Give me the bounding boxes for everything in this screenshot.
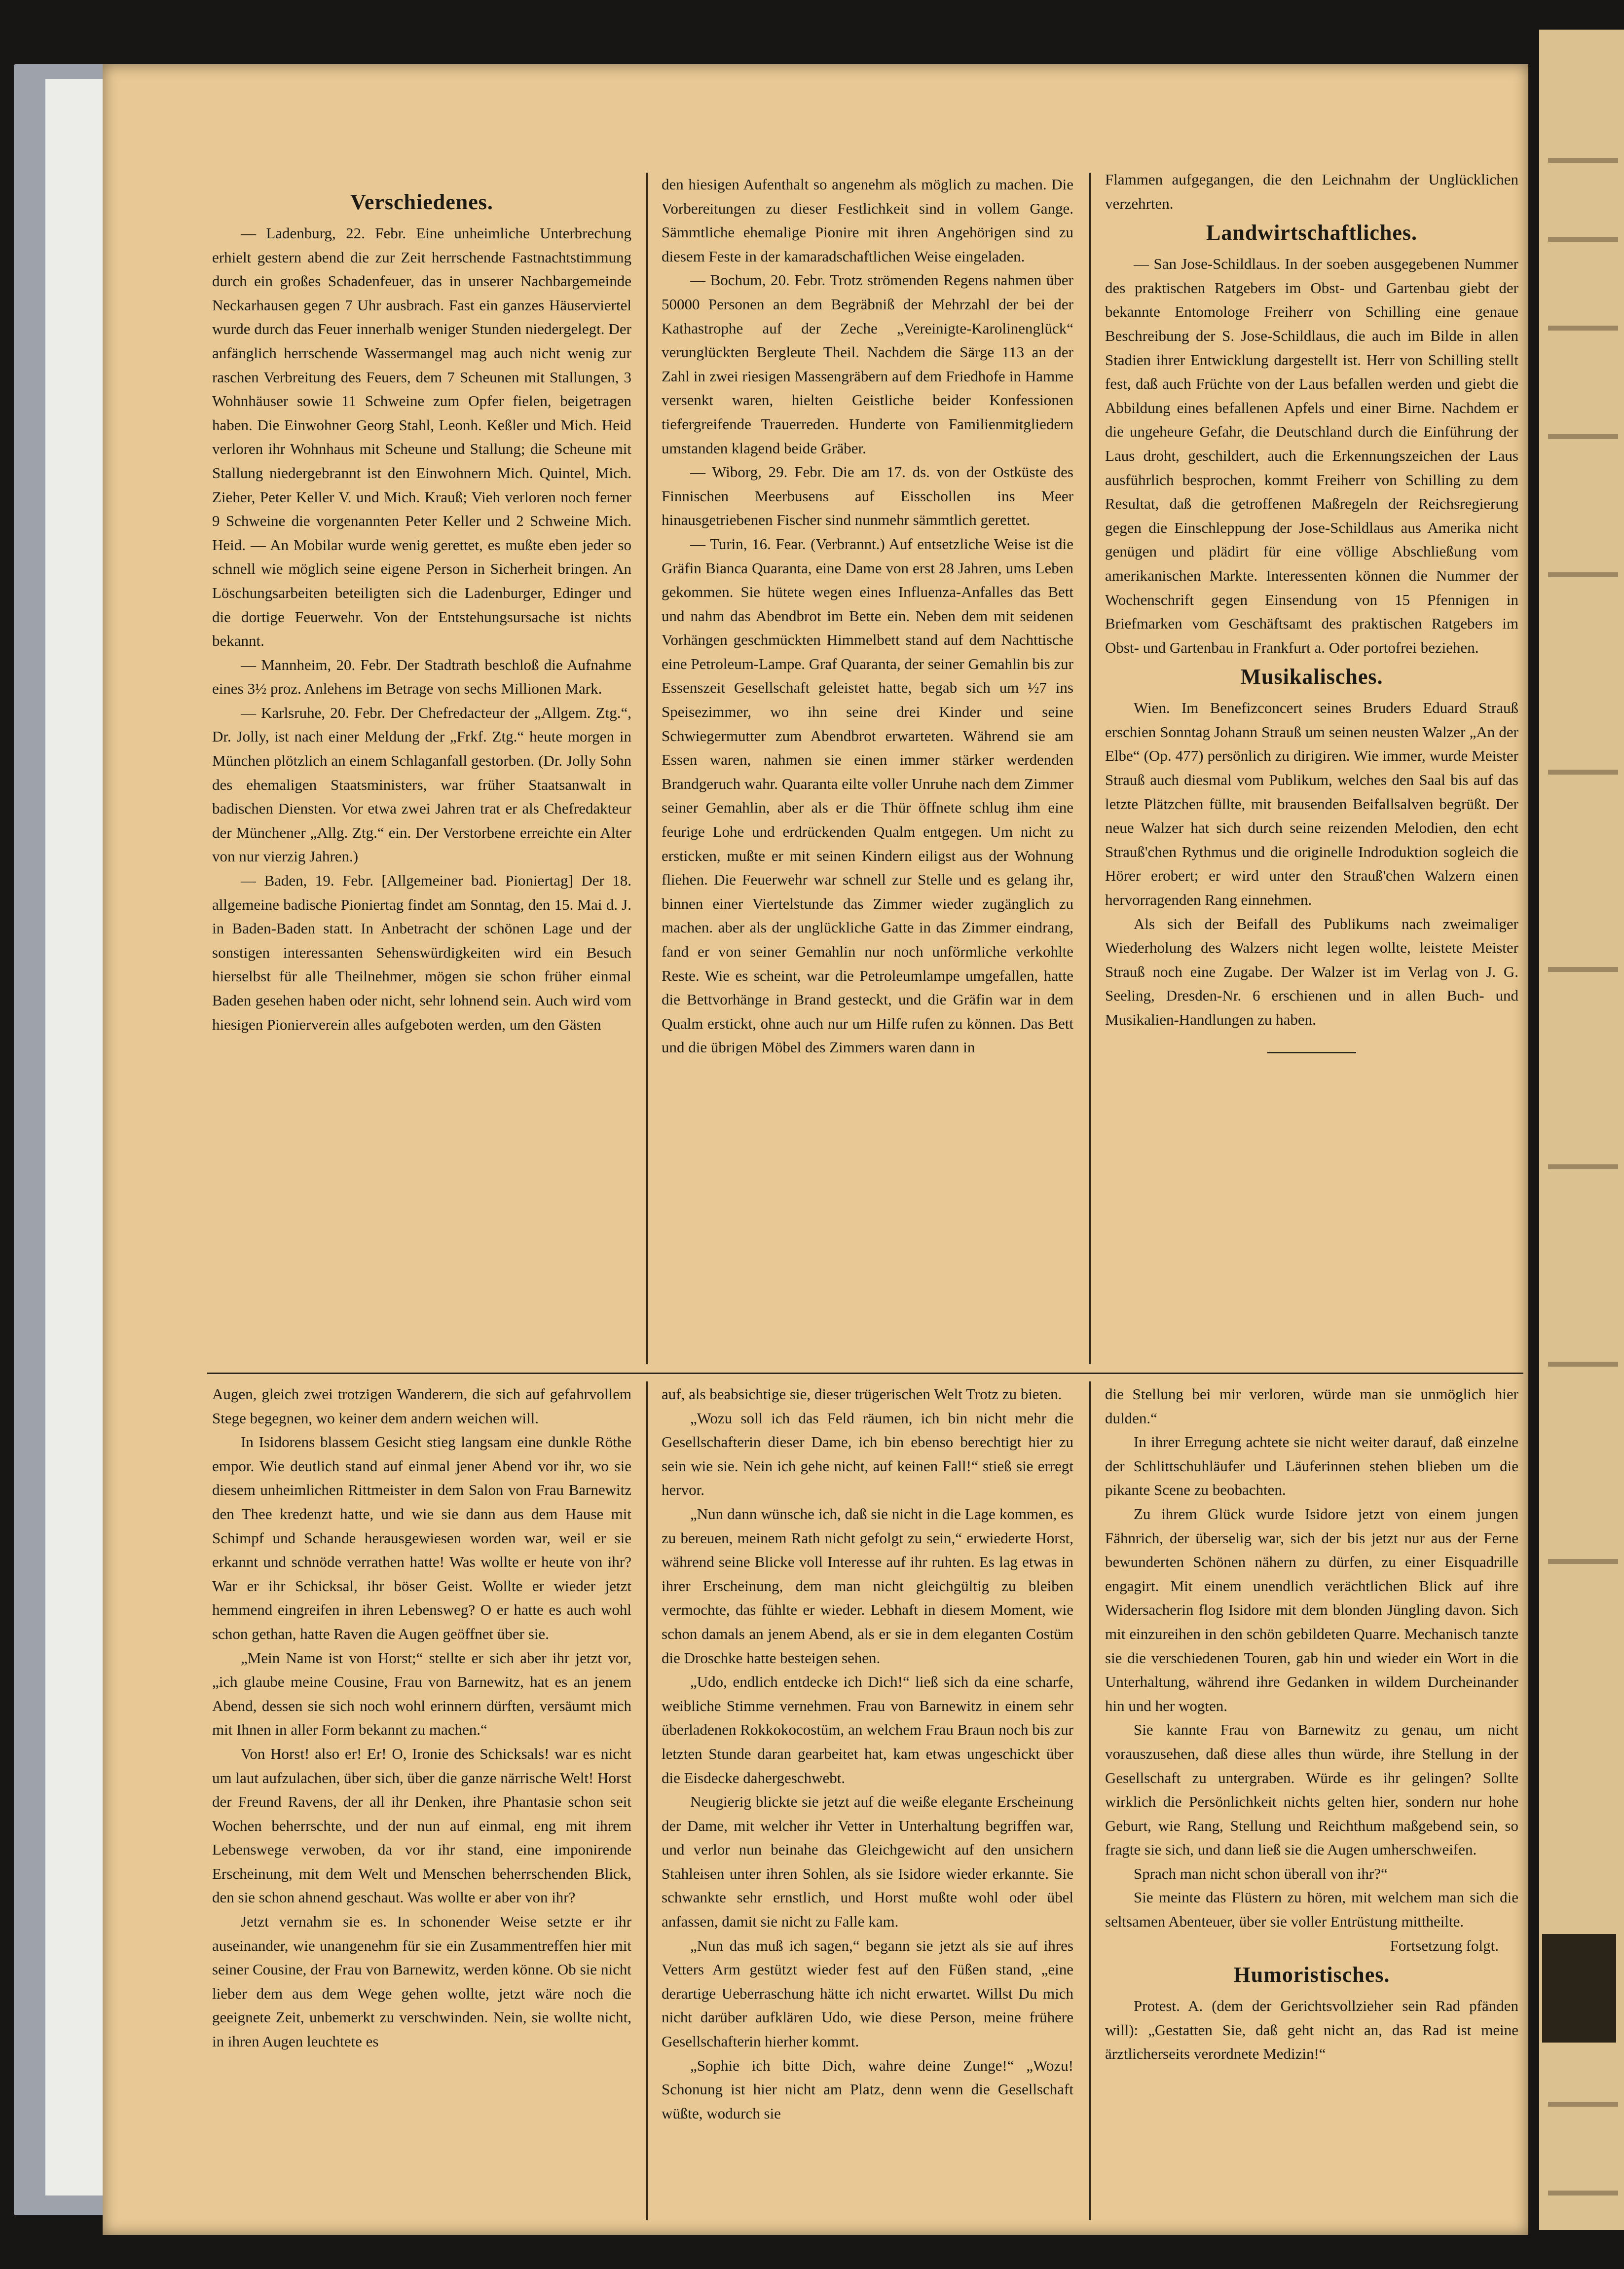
adjacent-page-ad bbox=[1542, 1934, 1616, 2043]
article-ladenburg: — Ladenburg, 22. Febr. Eine unheimliche Unterbrechung erhielt gestern abend die zur Zeit herrschende Fastnachtstimmung durch ein großes Schadenfeuer, das in unserer Nachbargemeinde Neckarhausen gegen 7 Uhr ausbrach. Fast ein ganzes Häuserviertel wurde durch das Feuer innerhalb weniger Stunden niedergelegt. Der anfänglich herrschende Wassermangel mag auch nicht wenig zur raschen Verbreitung des Feuers, dem 7 Scheunen mit Stallungen, 3 Wohnhäuser sowie 11 Schweine zum Opfer fielen, beigetragen haben. Die Einwohner Georg Stahl, Leonh. Keßler und Mich. Heid verloren ihr Wohnhaus mit Scheune und Stallung; die Scheune mit Stallung niedergebrannt ist den Einwohnern Mich. Quintel, Mich. Zieher, Peter Keller V. und Mich. Krauß; Vieh verloren noch ferner 9 Schweine die vorgenannten Peter Keller und 2 Schweine Mich. Heid. — An Mobilar wurde wenig gerettet, es mußte eben jeder so schnell wie möglich seine eigene Person in Sicherheit bringen. An Löschungsarbeiten beteiligten sich die Ladenburger, Edinger und die dortige Feuerwehr. Von der Entstehungsursache ist nichts bekannt. bbox=[212, 224, 631, 650]
story-paragraph: Sprach man nicht schon überall von ihr?“ bbox=[1134, 1864, 1388, 1882]
story-paragraph: Neugierig blickte sie jetzt auf die weiße elegante Erscheinung der Dame, mit welcher ihr Vetter in Unterhaltung begriffen war, und verlor nun beinahe das Gleichgewicht auf den unsichern Stahleisen unter ihren Sohlen, als sie Isidore wieder erkannte. Sie schwankte sehr ernstlich, und Horst mußte wohl oder übel anfassen, damit sie nicht zu Falle kam. bbox=[662, 1793, 1073, 1931]
article-schildlaus: — San Jose-Schildlaus. In der soeben ausgegebenen Nummer des praktischen Ratgebers im Obst- und Gartenbau giebt der bekannte Entomologe Freiherr von Schilling eine genaue Beschreibung der S. Jose-Schildlaus, die auch im Bilde in allen Stadien ihrer Entwicklung dargestellt ist. Herr von Schilling stellt fest, daß auch Früchte von der Laus befallen werden und giebt die Abbildung eines befallenen Apfels und einer Birne. Nachdem er die ungeheure Gefahr, die Deutschland durch die Einführung der Laus droht, geschildert, auch die Erkennungszeichen der Laus ausführlich besprochen, kommt Freiherr von Schilling zu dem Resultat, daß die getroffenen Maßregeln der Reichsregierung gegen die Einschleppung der Jose-Schildlaus aus Amerika nicht genügen und plädirt für eine völlige Abschließung vom amerikanischen Markte. Interessenten können die Nummer der Wochenschrift gegen Einsendung von 15 Pfennigen in Briefmarken vom Geschäftsamt des praktischen Ratgebers im Obst- und Gartenbau in Frankfurt a. Oder portofrei beziehen. bbox=[1105, 255, 1518, 656]
column-rule bbox=[1089, 1381, 1091, 2220]
story-paragraph: In ihrer Erregung achtete sie nicht weiter darauf, daß einzelne der Schlittschuhläufer und Läuferinnen stehen blieben um die pikante Scene zu beobachten. bbox=[1105, 1433, 1518, 1499]
col2-bottom bbox=[662, 1382, 1073, 2221]
section-end-rule bbox=[1267, 1052, 1356, 1053]
article-mannheim: — Mannheim, 20. Febr. Der Stadtrath beschloß die Aufnahme eines 3½ proz. Anlehens im Betrage von sechs Millionen Mark. bbox=[212, 656, 631, 698]
story-paragraph: „Mein Name ist von Horst;“ stellte er sich aber ihr jetzt vor, „ich glaube meine Cousine, Frau von Barnewitz, hat es an jenem Abend, dessen sie sich noch wohl erinnern dürften, versäumt mich mit Ihnen in aller Form bekannt zu machen.“ bbox=[212, 1649, 631, 1739]
col3-top bbox=[1105, 168, 1518, 1363]
column-rule bbox=[646, 1381, 648, 2220]
article-baden-cont: den hiesigen Aufenthalt so angenehm als möglich zu machen. Die Vorbereitungen zu dieser Festlichkeit sind in vollem Gange. Sämmtliche ehemalige Pionire mit ihren Angehörigen sind zu diesem Feste in der kamaradschaftlichen Weise eingeladen. bbox=[662, 176, 1073, 265]
story-paragraph: die Stellung bei mir verloren, würde man sie unmöglich hier dulden.“ bbox=[1105, 1385, 1518, 1427]
article-protest: Protest. A. (dem der Gerichtsvollzieher sein Rad pfänden will): „Gestatten Sie, daß geht nicht an, das Rad ist meine ärztlicherseits verordnete Medizin!“ bbox=[1105, 1997, 1518, 2063]
column-rule bbox=[646, 173, 648, 1364]
story-paragraph: „Wozu soll ich das Feld räumen, ich bin nicht mehr die Gesellschafterin dieser Dame, ich bin ebenso berechtigt hier zu sein wie sie. Nein ich gehe nicht, auf keinen Fall!“ stieß sie erregt hervor. bbox=[662, 1409, 1073, 1499]
article-wien: Wien. Im Benefizconcert seines Bruders Eduard Strauß erschien Sonntag Johann Strauß um seinen neusten Walzer „An der Elbe“ (Op. 477) persönlich zu dirigiren. Wie immer, wurde Meister Strauß auch diesmal vom Publikum, welches den Saal bis auf das letzte Plätzchen füllte, mit brausenden Beifallsalven begrüßt. Der neue Walzer hat sich durch seine reizenden Melodien, den echt Strauß'chen Rythmus und die originelle Indroduktion sogleich die Hörer erobert; er wird unter den Strauß'chen Walzern einen hervorragenden Rang einnehmen. bbox=[1105, 699, 1518, 909]
story-paragraph: In Isidorens blassem Gesicht stieg langsam eine dunkle Röthe empor. Wie deutlich stand auf einmal jener Abend vor ihr, wo sie diesem unheimlichen Rittmeister in dem Salon von Frau Barnewitz den Thee kredenzt hatte, und wie sie dann aus dem Hause mit Schimpf und Schande herausgewiesen worden war, weil er sie erkannt und schnöde verrathen hatte! Was wollte er heute von ihr? War er ihr Schicksal, ihr böser Geist. Wollte er wieder jetzt hemmend eingreifen in ihren Lebensweg? O er hatte es auch wohl schon gethan, hatte Raven die Augen geöffnet über sie. bbox=[212, 1433, 631, 1642]
column-rule bbox=[1089, 173, 1091, 1364]
story-paragraph: Sie meinte das Flüstern zu hören, mit welchem man sich die seltsamen Abenteuer, über sie voller Entrüstung mittheilte. bbox=[1105, 1889, 1518, 1931]
article-turin-cont: Flammen aufgegangen, die den Leichnahm der Unglücklichen verzehrten. bbox=[1105, 171, 1518, 212]
col1-top bbox=[212, 185, 631, 1363]
story-paragraph: „Nun dann wünsche ich, daß sie nicht in die Lage kommen, es zu bereuen, meinem Rath nicht gefolgt zu sein,“ erwiederte Horst, während seine Blicke voll Interesse auf ihr ruhten. Es lag etwas in ihrer Erscheinung, dem man nicht gleichgültig zu bleiben vermochte, das fühlte er wieder. Lebhaft in diesem Moment, wie schon damals an jenem Abend, als er sie in dem eleganten Costüm die Droschke hatte besteigen sehen. bbox=[662, 1505, 1073, 1667]
article-karlsruhe: — Karlsruhe, 20. Febr. Der Chefredacteur der „Allgem. Ztg.“, Dr. Jolly, ist nach einer Meldung der „Frkf. Ztg.“ heute morgen in München plötzlich an einem Schlaganfall gestorben. (Dr. Jolly Sohn des ehemaligen Staatsministers, war früher Staatsanwalt in badischen Diensten. Vor etwa zwei Jahren trat er als Chefredakteur der Münchener „Allg. Ztg.“ ein. Der Verstorbene erreichte ein Alter von nur vierzig Jahren.) bbox=[212, 704, 631, 865]
story-paragraph: Von Horst! also er! Er! O, Ironie des Schicksals! war es nicht um laut aufzulachen, über sich, über die ganze närrische Welt! Horst der Freund Ravens, der all ihr Denken, ihre Phantasie schon seit Wochen beherrschte, und der nun auf einmal, eng mit ihrem Lebenswege verwoben, da vor ihr stand, eine imponirende Erscheinung, mit dem Welt und Menschen beherrschenden Blick, den sie schon ahnend geschaut. Was wollte er aber von ihr? bbox=[212, 1745, 631, 1906]
story-paragraph: Zu ihrem Glück wurde Isidore jetzt von einem jungen Fähnrich, der überselig war, sich der bis jetzt nur aus der Ferne bewunderten Schönen nähern zu dürfen, zu einer Eisquadrille engagirt. Mit einem unendlich verächtlichen Blick auf ihre Widersacherin flog Isidore mit dem blonden Jüngling davon. Sich mit einzureihen in den schön gebildeten Quarre. Mechanisch tanzte sie die verschiedenen Touren, gab hin und wieder ein Wort in die Unterhaltung, während ihre Gedanken in wildem Durcheinander hin und her wogten. bbox=[1105, 1505, 1518, 1714]
section-heading-verschiedenes: Verschiedenes. bbox=[350, 190, 493, 214]
newspaper-page bbox=[103, 64, 1528, 2235]
col1-bottom bbox=[212, 1382, 631, 2221]
story-paragraph: auf, als beabsichtige sie, dieser trügerischen Welt Trotz zu bieten. bbox=[662, 1385, 1062, 1403]
section-heading-humoristisches: Humoristisches. bbox=[1233, 1963, 1390, 1987]
article-turin: — Turin, 16. Fear. (Verbrannt.) Auf entsetzliche Weise ist die Gräfin Bianca Quaranta, eine Dame von erst 28 Jahren, ums Leben gekommen. Sie hütete wegen eines Influenza-Anfalles das Bett und nahm das Abendbrot im Bette ein. Neben dem mit seidenen Vorhängen geschmückten Himmelbett stand auf dem Nachttische eine Petroleum-Lampe. Graf Quaranta, der seiner Gemahlin bis zur Essenszeit Gesellschaft geleistet hatte, begab sich um ½7 ins Speisezimmer, wo ihn seine drei Kinder und seine Schwiegermutter zum Abendbrot erwarteten. Während sie am Essen waren, nahmen sie einen immer stärker werdenden Brandgeruch wahr. Quaranta eilte voller Unruhe nach dem Zimmer seiner Gemahlin, aber als er die Thür öffnete schlug ihm eine feurige Lohe und erdrückenden Qualm entgegen. Um nicht zu ersticken, mußte er mit seinen Kindern eiligst aus der Wohnung fliehen. Die Feuerwehr war schnell zur Stelle und es gelang ihr, binnen einer Viertelstunde das Zimmer wieder zugänglich zu machen. aber als der unglückliche Gatte in das Zimmer eindrang, fand er von seiner Gemahlin nur noch unförmliche verkohlte Reste. Wie es scheint, war die Petroleumlampe umgefallen, hatte die Bettvorhänge in Brand gesteckt, und die Gräfin war in dem Qualm erstickt, ohne auch nur um Hilfe rufen zu können. Das Bett und die übrigen Möbel des Zimmers waren dann in bbox=[662, 535, 1073, 1056]
article-baden: — Baden, 19. Febr. [Allgemeiner bad. Pioniertag] Der 18. allgemeine badische Pioniertag findet am Sonntag, den 15. Mai d. J. in Baden-Baden statt. In Anbetracht der schönen Lage und der sonstigen interessanten Sehenswürdigkeiten wird ein Besuch hierselbst für alle Theilnehmer, mögen sie schon früher einmal Baden gesehen haben oder nicht, sehr lohnend sein. Auch wird vom hiesigen Pionierverein alles aufgeboten werden, um den Gästen bbox=[212, 872, 631, 1033]
article-bochum: — Bochum, 20. Febr. Trotz strömenden Regens nahmen über 50000 Personen an dem Begräbniß der Mehrzahl der bei der Kathastrophe auf der Zeche „Vereinigte-Karolinenglück“ verunglückten Bergleute Theil. Nachdem die Särge 113 an der Zahl in zwei riesigen Massengräbern auf dem Friedhofe in Hamme versenkt waren, hielten Geistliche beider Konfessionen tiefergreifende Trauerreden. Hunderte von Familienmitgliedern umstanden klagend beide Gräber. bbox=[662, 271, 1073, 457]
story-paragraph: Jetzt vernahm sie es. In schonender Weise setzte er ihr auseinander, wie unangenehm für sie ein Zusammentreffen hier mit seiner Cousine, der Frau von Barnewitz, werden könne. Ob sie nicht lieber dem aus dem Wege gehen wollte, jetzt wäre noch die geeignete Zeit, unbemerkt zu verschwinden. Nein, sie wollte nicht, in ihren Augen leuchtete es bbox=[212, 1913, 631, 2050]
col2-top bbox=[662, 173, 1073, 1363]
story-paragraph: Sie kannte Frau von Barnewitz zu genau, um nicht vorauszusehen, daß diese alles thun würde, ihre Stellung in der Gesellschaft zu untergraben. Würde es ihr gelingen? Sollte wirklich die Persönlichkeit nichts gelten hier, sondern nur hohe Geburt, wie Rang, Stellung und Reichthum maßgebend sein, so fragte sie sich, und dann ließ sie die Augen umherschweifen. bbox=[1105, 1721, 1518, 1859]
article-wien-2: Als sich der Beifall des Publikums nach zweimaliger Wiederholung des Walzers nicht legen wollte, leistete Meister Strauß noch eine Zugabe. Der Walzer ist im Verlag von J. G. Seeling, Dresden-Nr. 6 erschienen und in allen Buch- und Musikalien-Handlungen zu haben. bbox=[1105, 915, 1518, 1028]
story-paragraph: „Sophie ich bitte Dich, wahre deine Zunge!“ „Wozu! Schonung ist hier nicht am Platz, denn wenn die Gesellschaft wüßte, wodurch sie bbox=[662, 2056, 1073, 2122]
story-paragraph: „Nun das muß ich sagen,“ begann sie jetzt als sie auf ihres Vetters Arm gestützt wieder fest auf den Füßen stand, „eine derartige Ueberraschung hätte ich nicht erwartet. Willst Du mich nicht darüber aufklären Udo, wie diese Person, meine frühere Gesellschafterin hierher kommt. bbox=[662, 1936, 1073, 2050]
article-wiborg: — Wiborg, 29. Febr. Die am 17. ds. von der Ostküste des Finnischen Meerbusens auf Eisschollen ins Meer hinausgetriebenen Fischer sind nunmehr sämmtlich gerettet. bbox=[662, 463, 1073, 529]
continuation-note: Fortsetzung folgt. bbox=[1390, 1936, 1499, 1954]
section-heading-musikalisches: Musikalisches. bbox=[1240, 665, 1383, 689]
story-paragraph: Augen, gleich zwei trotzigen Wanderern, die sich auf gefahrvollem Stege begegnen, wo keiner dem andern weichen will. bbox=[212, 1385, 631, 1427]
col3-bottom bbox=[1105, 1382, 1518, 2221]
adjacent-page-edge bbox=[1539, 30, 1624, 2230]
story-paragraph: „Udo, endlich entdecke ich Dich!“ ließ sich da eine scharfe, weibliche Stimme vernehmen. Frau von Barnewitz in einem sehr überladenen Rokkokocostüm, an welchem Frau Braun noch bis zur letzten Stunde daran gearbeitet hat, kam etwas ungeschickt über die Eisdecke dahergeschwebt. bbox=[662, 1673, 1073, 1786]
section-heading-landwirtschaftliches: Landwirtschaftliches. bbox=[1206, 221, 1417, 245]
feuilleton-divider bbox=[207, 1373, 1523, 1374]
